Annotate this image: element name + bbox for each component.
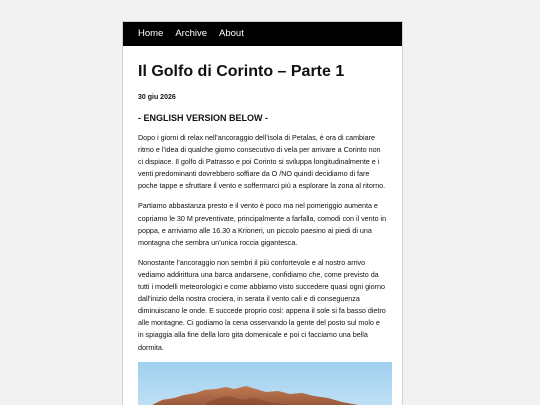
- nav-archive-link[interactable]: Archive: [175, 28, 208, 39]
- post-date: 30 giu 2026: [138, 94, 176, 101]
- paragraph-2: Partiamo abbastanza presto e il vento è poco ma nel pomeriggio aumenta e copriamo le 30 M preventivate, principalmente a farfalla, comodi con il vento in poppa, e arriviamo alle 16.30 a Krioneri, un piccolo paesino ai piedi di una montagna che sembra un’unica roccia gigantesca.: [138, 201, 387, 247]
- post-photo: [138, 362, 392, 405]
- top-nav: [123, 22, 402, 46]
- nav-about-link[interactable]: About: [219, 28, 244, 39]
- paragraph-3: Nonostante l’ancoraggio non sembri il più confortevole e al nostro arrivo vediamo addirittura una barca andarsene, confidiamo che, come previsto da tutti i modelli meteorologici e come abbiamo visto succedere quasi ogni giorno dall’inizio della nostra crociera, in serata il vento cali e di conseguenza diminuiscano le onde. E succede proprio così: appena il sole si fa basso dietro alle montagne. Ci godiamo la cena osservando la gente del posto sul molo e in spiaggia alla fine della loro gita domenicale e poi ci facciamo una bella dormita.: [138, 257, 386, 352]
- paragraph-1: Dopo i giorni di relax nell’ancoraggio dell’isola di Petalas, è ora di cambiare ritmo e l’idea di qualche giorno consecutivo di vela per arrivare a Corinto non ci dispiace. Il golfo di Patrasso e poi Corinto si sviluppa longitudinalmente e i venti predominanti dovrebbero soffiare da O /NO quindi decidiamo di fare poche tappe e sfruttare il vento e soffermarci più a esplorare la zona al ritorno.: [138, 133, 386, 191]
- nav-home-link[interactable]: Home: [138, 28, 164, 39]
- post-page: [122, 21, 403, 405]
- post-title: Il Golfo di Corinto – Parte 1: [138, 63, 345, 80]
- section-heading: - ENGLISH VERSION BELOW -: [138, 113, 269, 123]
- mountain-photo: [138, 362, 392, 405]
- post-content: [123, 46, 402, 405]
